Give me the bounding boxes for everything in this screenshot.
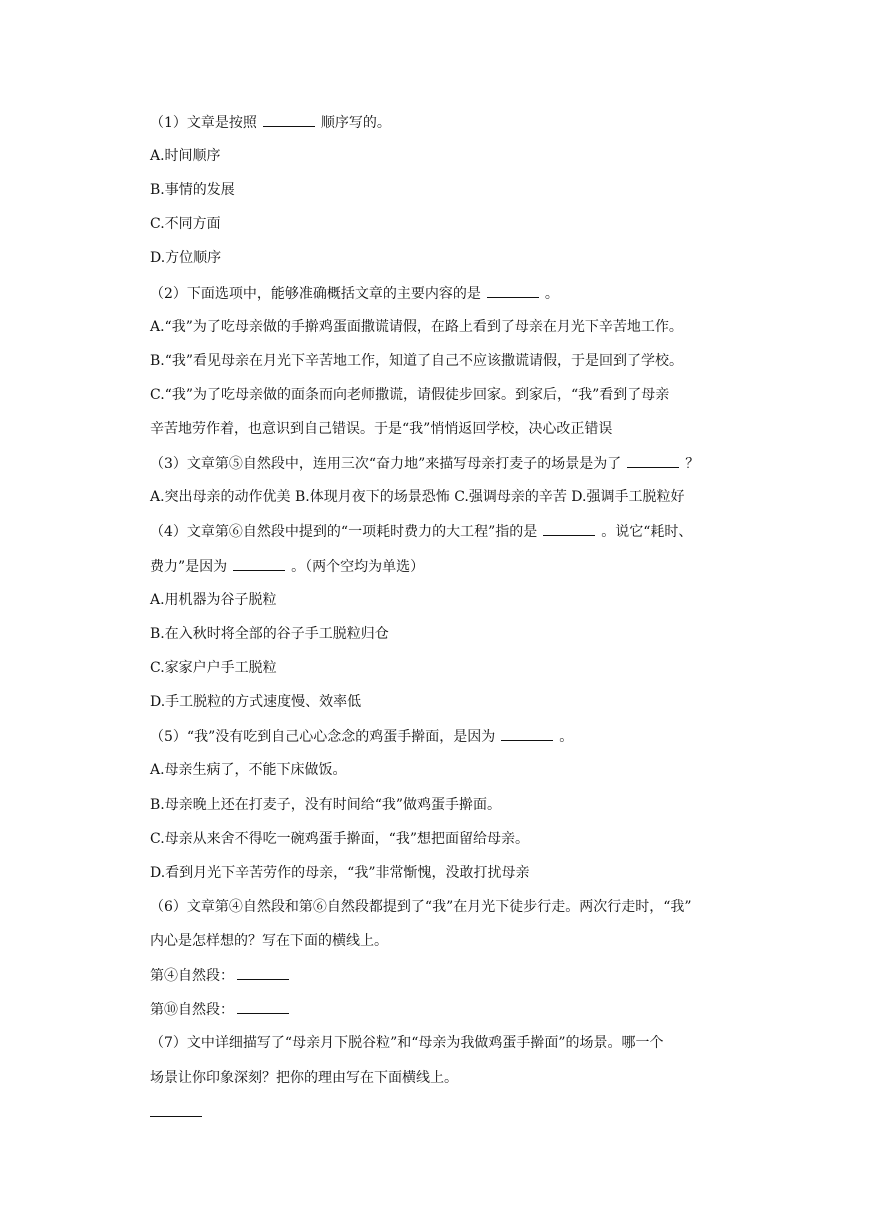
- q2-option-a: A.“我”为了吃母亲做的手擀鸡蛋面撒谎请假，在路上看到了母亲在月光下辛苦地工作。: [150, 319, 683, 335]
- q4-option-a: A.用机器为谷子脱粒: [150, 592, 277, 608]
- q2-stem-end: 。: [544, 286, 559, 302]
- q5-option-d: D.看到月光下辛苦劳作的母亲，“我”非常惭愧，没敢打扰母亲: [150, 865, 530, 881]
- q1-option-d: D.方位顺序: [150, 250, 222, 266]
- q6-stem-line1: （6）文章第④自然段和第⑥自然段都提到了“我”在月光下徒步行走。两次行走时，“我”: [150, 899, 692, 915]
- q6-para10-blank[interactable]: [237, 999, 289, 1014]
- q3-answer-blank[interactable]: [627, 453, 679, 468]
- q1-stem-text: （1）文章是按照: [150, 115, 257, 131]
- q1-stem-end: 顺序写的。: [320, 115, 391, 131]
- q6-para10-row: [150, 999, 292, 1019]
- q7-answer-row: [150, 1102, 208, 1122]
- q5-option-b: B.母亲晚上还在打麦子，没有时间给“我”做鸡蛋手擀面。: [150, 797, 502, 813]
- q3-stem: [150, 453, 699, 473]
- q4-stem-middle: 。说它“耗时、: [601, 524, 693, 540]
- q1-answer-blank[interactable]: [263, 112, 315, 127]
- q3-stem-end: ？: [685, 456, 700, 472]
- q4-option-d: D.手工脱粒的方式速度慢、效率低: [150, 694, 362, 710]
- q4-answer-blank-1[interactable]: [543, 521, 595, 536]
- q1-stem: [150, 112, 391, 132]
- q2-option-c-line2: 辛苦地劳作着，也意识到自己错误。于是“我”悄悄返回学校，决心改正错误: [150, 421, 613, 437]
- q1-option-a: A.时间顺序: [150, 148, 221, 164]
- q1-option-b: B.事情的发展: [150, 182, 235, 198]
- q5-option-c: C.母亲从来舍不得吃一碗鸡蛋手擀面，“我”想把面留给母亲。: [150, 831, 529, 847]
- q7-stem-line1: （7）文中详细描写了“母亲月下脱谷粒”和“母亲为我做鸡蛋手擀面”的场景。哪一个: [150, 1035, 664, 1051]
- q1-option-c: C.不同方面: [150, 216, 221, 232]
- q6-para4-blank[interactable]: [237, 965, 289, 980]
- q2-stem-text: （2）下面选项中，能够准确概括文章的主要内容的是: [150, 286, 481, 302]
- q2-stem: [150, 283, 559, 303]
- q4-stem-text: （4）文章第⑥自然段中提到的“一项耗时费力的大工程”指的是: [150, 524, 538, 540]
- q5-stem-end: 。: [559, 729, 574, 745]
- q5-option-a: A.母亲生病了，不能下床做饭。: [150, 762, 347, 778]
- q2-answer-blank[interactable]: [487, 283, 539, 298]
- q4-line2-end: 。（两个空均为单选）: [291, 559, 425, 575]
- q4-answer-blank-2[interactable]: [233, 556, 285, 571]
- q2-option-c-line1: C.“我”为了吃母亲做的面条而向老师撒谎，请假徒步回家。到家后，“我”看到了母亲: [150, 387, 670, 403]
- q4-stem-line1: [150, 521, 692, 541]
- q4-stem-line2: [150, 556, 424, 576]
- q5-stem: [150, 726, 573, 746]
- q6-para10-label: 第⑩自然段：: [150, 1002, 234, 1018]
- q3-stem-text: （3）文章第⑤自然段中，连用三次“奋力地”来描写母亲打麦子的场景是为了: [150, 456, 622, 472]
- q5-answer-blank[interactable]: [501, 726, 553, 741]
- q2-option-b: B.“我”看见母亲在月光下辛苦地工作，知道了自己不应该撒谎请假，于是回到了学校。: [150, 353, 684, 369]
- q4-line2-text: 费力”是因为: [150, 559, 228, 575]
- q4-option-c: C.家家户户手工脱粒: [150, 660, 277, 676]
- q7-stem-line2: 场景让你印象深刻？把你的理由写在下面横线上。: [150, 1070, 458, 1086]
- q7-answer-blank[interactable]: [150, 1102, 202, 1117]
- q6-para4-row: [150, 965, 292, 985]
- q6-para4-label: 第④自然段：: [150, 968, 234, 984]
- q6-stem-line2: 内心是怎样想的？写在下面的横线上。: [150, 933, 388, 949]
- q5-stem-text: （5）“我”没有吃到自己心心念念的鸡蛋手擀面，是因为: [150, 729, 496, 745]
- q4-option-b: B.在入秋时将全部的谷子手工脱粒归仓: [150, 626, 389, 642]
- q3-options: A.突出母亲的动作优美 B.体现月夜下的场景恐怖 C.强调母亲的辛苦 D.强调手工脱粒好: [150, 489, 685, 505]
